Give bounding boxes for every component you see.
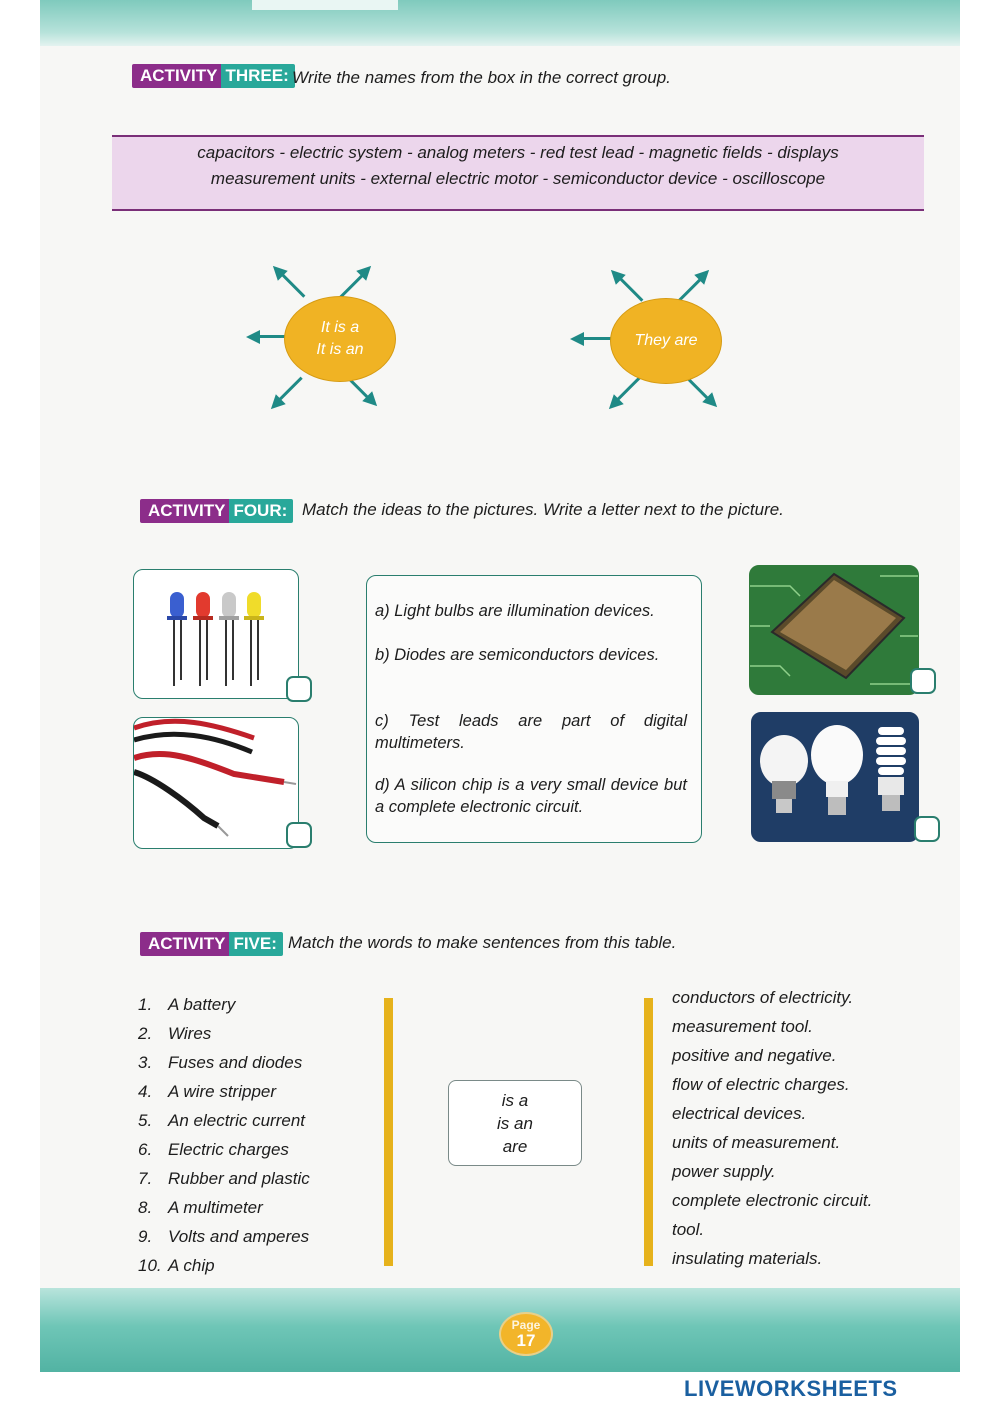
liveworksheets-logo: LIVEWORKSHEETS [684, 1376, 898, 1401]
idea-c: c) Test leads are part of digital multimeters. [375, 712, 687, 752]
arrow-icon [676, 268, 711, 303]
activity-word: ACTIVITY [140, 932, 229, 956]
arrow-icon [609, 268, 644, 303]
subject-item: 7. Rubber and plastic [138, 1169, 310, 1188]
sun-left-line-1: It is a [320, 319, 360, 336]
answer-box-diodes[interactable] [286, 676, 312, 702]
activity-five-label [140, 932, 283, 956]
ideas-box [366, 575, 702, 843]
activity-word: ACTIVITY [140, 499, 229, 523]
sun-right-label: They are [634, 332, 698, 349]
cfl-bulb-icon [876, 727, 906, 811]
idea-a: a) Light bulbs are illumination devices. [375, 602, 655, 620]
ending-item: electrical devices. [672, 1104, 807, 1123]
subject-item: 5. An electric current [138, 1111, 305, 1130]
verb-is-an: is an [497, 1113, 533, 1133]
left-divider-bar [384, 998, 393, 1266]
activity-three-instruction: Write the names from the box in the correct group. [292, 68, 671, 87]
arrow-icon [338, 264, 373, 299]
word-box [112, 135, 924, 211]
ending-item: power supply. [672, 1162, 776, 1181]
page-label: Page [511, 1317, 541, 1332]
subject-list [138, 995, 310, 1285]
right-divider-bar [644, 998, 653, 1266]
sun-left-line-2: It is an [316, 341, 364, 358]
diodes-image [134, 570, 298, 698]
yellow-led-icon [244, 592, 264, 686]
ending-list [672, 988, 872, 1278]
activity-four-instruction: Match the ideas to the pictures. Write a letter next to the picture. [302, 500, 784, 519]
subject-item: 3. Fuses and diodes [138, 1053, 303, 1072]
arrow-icon [269, 376, 304, 411]
red-led-icon [193, 592, 213, 686]
subject-item: 4. A wire stripper [138, 1082, 277, 1101]
sun-right [610, 298, 722, 384]
answer-box-bulbs[interactable] [914, 816, 940, 842]
word-box-row-1: capacitors - electric system - analog meters - red test lead - magnetic fields - displays [197, 143, 839, 162]
arrow-icon [607, 376, 642, 411]
idea-d: d) A silicon chip is a very small device but a complete electronic circuit. [375, 776, 687, 816]
ending-item: positive and negative. [672, 1046, 837, 1065]
silicon-chip-image [750, 566, 918, 694]
subject-item: 6. Electric charges [138, 1140, 289, 1159]
subject-item: 9. Volts and amperes [138, 1227, 310, 1246]
subject-item: 2. Wires [138, 1024, 212, 1043]
led-bulb-icon [760, 735, 808, 813]
ending-item: units of measurement. [672, 1133, 841, 1152]
arrow-icon [271, 264, 306, 299]
verb-is-a: is a [501, 1090, 529, 1110]
answer-box-test-leads[interactable] [286, 822, 312, 848]
activity-number: FIVE: [229, 932, 282, 956]
subject-item: 10. A chip [138, 1256, 215, 1275]
test-leads-image [134, 718, 298, 848]
blue-led-icon [167, 592, 187, 686]
verb-are: are [502, 1136, 528, 1156]
page-number: 17 [516, 1330, 536, 1350]
subject-item: 1. A battery [138, 995, 236, 1014]
ending-item: complete electronic circuit. [672, 1191, 873, 1210]
ending-item: conductors of electricity. [672, 988, 854, 1007]
clear-led-icon [219, 592, 239, 686]
top-tab [252, 0, 398, 10]
test-leads-picture [133, 717, 299, 849]
word-box-row-2: measurement units - external electric motor - semiconductor device - oscilloscope [210, 169, 826, 188]
activity-number: FOUR: [229, 499, 293, 523]
worksheet-page [40, 0, 960, 1372]
ending-item: tool. [672, 1220, 705, 1239]
subject-item: 8. A multimeter [138, 1198, 263, 1217]
activity-three-label [132, 64, 295, 88]
page-number-badge [499, 1312, 553, 1356]
ending-item: measurement tool. [672, 1017, 813, 1036]
activity-five-instruction: Match the words to make sentences from this table. [288, 933, 677, 952]
ending-item: flow of electric charges. [672, 1075, 850, 1094]
top-decorative-band [40, 0, 960, 46]
activity-four-label [140, 499, 293, 523]
silicon-chip-picture [749, 565, 919, 695]
arrow-icon [570, 336, 614, 342]
light-bulbs-picture [751, 712, 919, 842]
verb-box [448, 1080, 582, 1166]
ending-item: insulating materials. [672, 1249, 823, 1268]
sun-left [284, 296, 396, 382]
idea-b: b) Diodes are semiconductors devices. [375, 646, 660, 664]
incandescent-bulb-icon [811, 725, 863, 815]
activity-number: THREE: [221, 64, 294, 88]
diodes-picture [133, 569, 299, 699]
activity-word: ACTIVITY [132, 64, 221, 88]
answer-box-chip[interactable] [910, 668, 936, 694]
light-bulbs-image [752, 713, 918, 841]
